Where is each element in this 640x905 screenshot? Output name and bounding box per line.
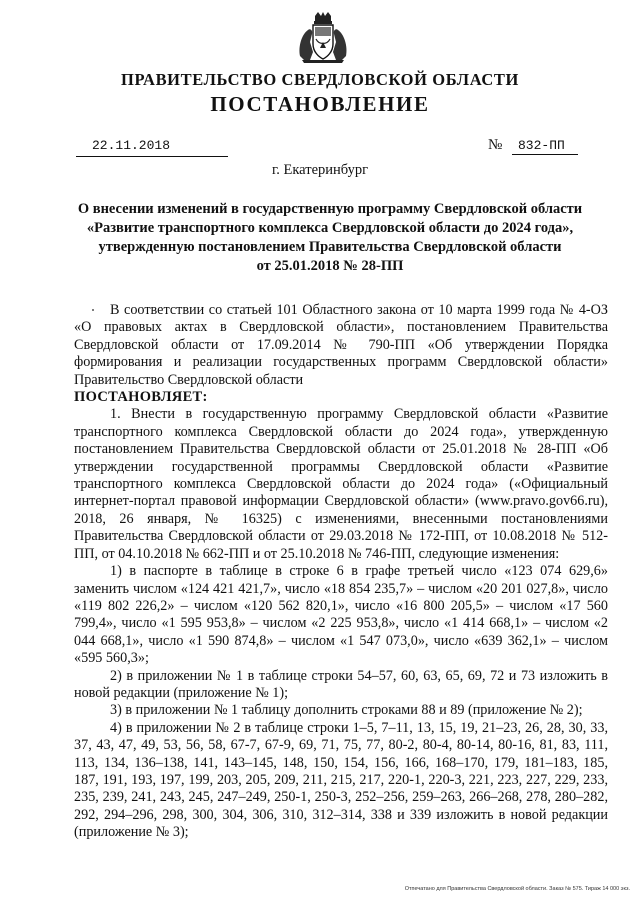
subitem-4-paragraph: 4) в приложении № 2 в таблице строки 1–5, 7–11, 13, 15, 19, 21–23, 26, 28, 30, 33, 37, 43, 47, 49, 53, 56, 58, 67-7, 67-9, 69, 71, 75, 77, 80-2, 80-4, 80-14, 80-16, 81, 83, 111, 113, 134, 136–138, 141, 143–145, 148, 150, 154, 156, 166, 168–170, 179, 181–183, 185, 187, 191, 193, 197, 199, 203, 205, 209, 211, 215, 217, 220-1, 220-3, 221, 223, 227, 229, 233, 235, 239, 241, 243, 245, 247–249, 250-1, 250-3, 252–256, 259–263, 266–268, 278, 280–282, 292, 294–296, 298, 300, 304, 306, 310, 312–314, 338 и 339 изложить в новой редакции (приложение № 3);	[74, 719, 608, 841]
government-name: ПРАВИТЕЛЬСТВО СВЕРДЛОВСКОЙ ОБЛАСТИ	[121, 70, 519, 89]
subitem-3-paragraph: 3) в приложении № 1 таблицу дополнить строками 88 и 89 (приложение № 2);	[110, 702, 583, 719]
coat-of-arms-icon	[296, 12, 350, 64]
title-line: О внесении изменений в государственную программу Свердловской области	[77, 201, 583, 217]
item-1-paragraph: 1. Внести в государственную программу Свердловской области «Развитие транспортного комплекса Свердловской области до 2024 года», утвержденную постановлением Правительства Свердловской области от 25.01.2018 № 28-ПП «Об утверждении государственной программы Свердловской области «Развитие транспортного комплекса Свердловской области до 2024 года» («Официальный интернет-портал правовой информации Свердловской области» (www.pravo.gov66.ru), 2018, 26 января, № 16325) с изменениями, внесенными постановлениями Правительства Свердловской области от 29.03.2018 № 172-ПП, от 10.08.2018 № 512-ПП, от 04.10.2018 № 662-ПП и от 25.10.2018 № 746-ПП, следующие изменения:	[74, 406, 608, 562]
preamble-paragraph: В соответствии со статьей 101 Областного закона от 10 марта 1999 года № 4-ОЗ «О правовых актах в Свердловской области», постановлением Правительства Свердловской области от 17.09.2014 № 790-ПП «Об утверждении Порядка формирования и реализации государственных программ Свердловской области» Правительство Свердловской области	[74, 302, 608, 388]
document-body	[74, 302, 608, 842]
subitem-1-paragraph: 1) в паспорте в таблице в строке 6 в графе третьей число «123 074 629,6» заменить числом «124 421 421,7», число «18 854 235,7» – числом «20 201 027,8», число «119 802 226,2» – числом «120 562 820,1», число «16 800 205,5» – числом «17 560 799,4», число «1 595 953,8» – числом «2 225 953,8», число «1 414 668,1» – числом «2 044 668,1», число «1 590 874,8» – числом «1 547 073,0», число «639 362,1» – числом «595 560,3»;	[74, 563, 608, 667]
document-date-line	[76, 138, 228, 157]
document-date: 22.11.2018	[92, 138, 171, 153]
number-sign: №	[488, 137, 503, 153]
ruling-heading: ПОСТАНОВЛЯЕТ:	[74, 389, 208, 406]
document-title	[60, 200, 600, 276]
title-line: от 25.01.2018 № 28-ПП	[256, 258, 404, 274]
city: г. Екатеринбург	[271, 162, 369, 178]
title-line: утвержденную постановлением Правительства Свердловской области	[98, 239, 562, 255]
subitem-2-paragraph: 2) в приложении № 1 в таблице строки 54–57, 60, 63, 65, 69, 72 и 73 изложить в новой редакции (приложение № 1);	[74, 667, 608, 701]
document-number-field	[488, 138, 578, 156]
title-line: «Развитие транспортного комплекса Свердловской области до 2024 года»,	[86, 220, 574, 236]
print-note: Отпечатано для Правительства Свердловской области. Заказ № 575. Тираж 14 000 экз.	[404, 886, 630, 892]
document-type: ПОСТАНОВЛЕНИЕ	[210, 92, 430, 116]
document-number: 832-ПП	[512, 138, 578, 155]
